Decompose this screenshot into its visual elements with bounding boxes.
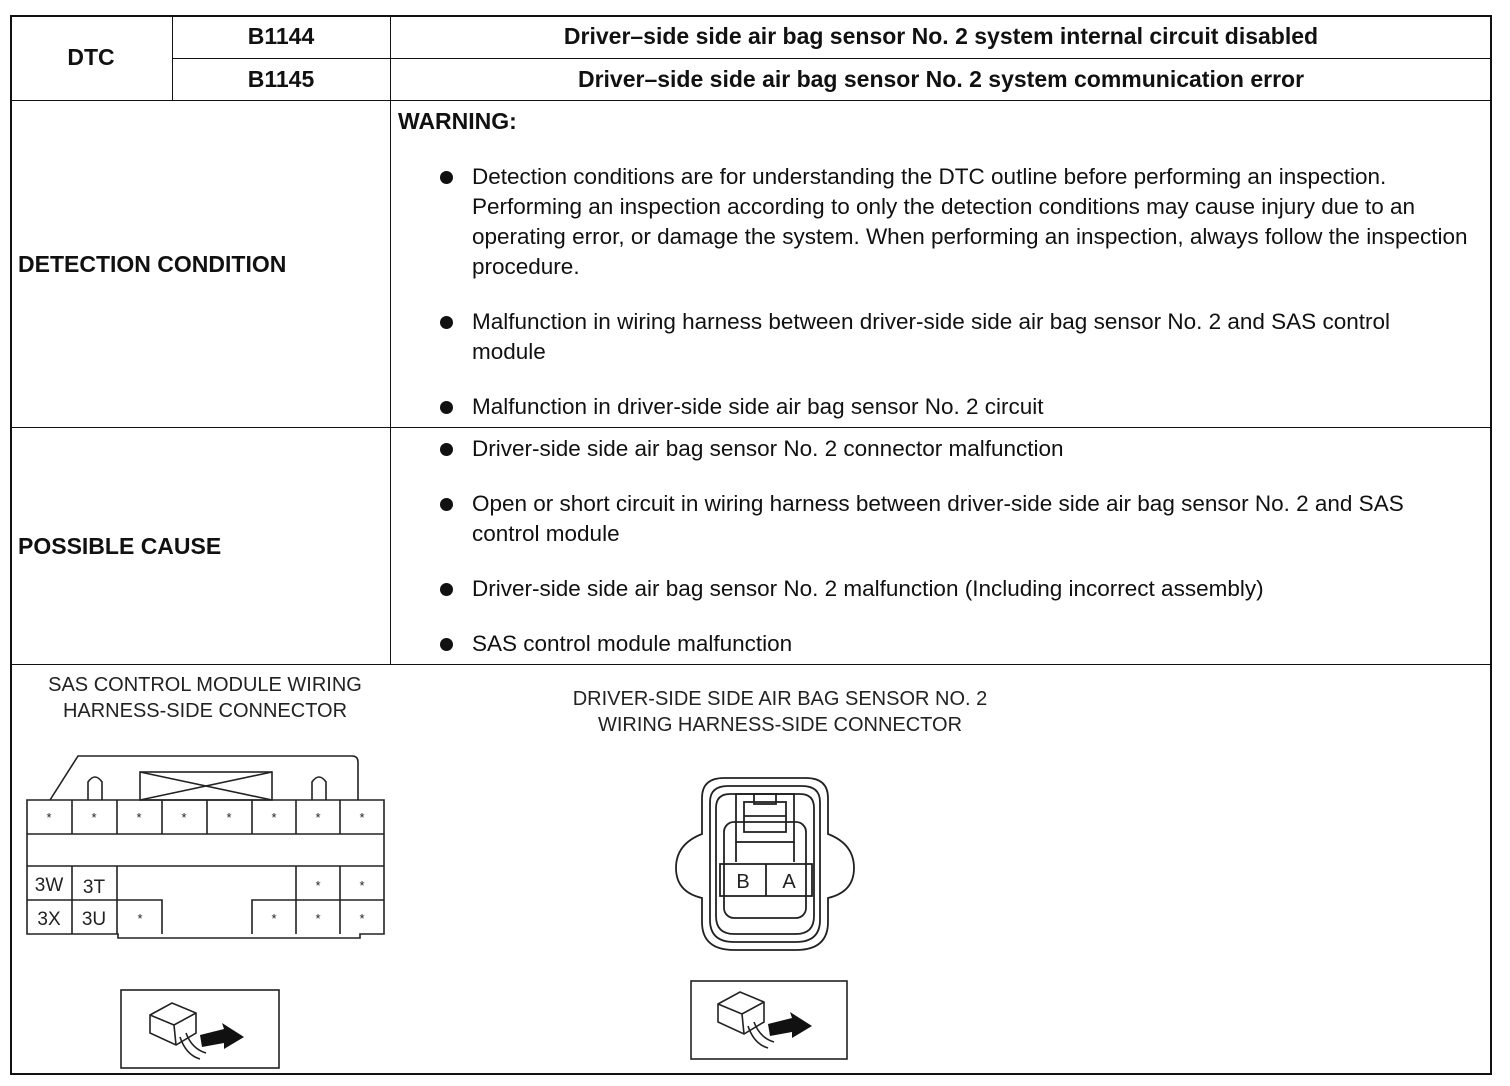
dtc-code: B1145 bbox=[247, 65, 315, 92]
dtc-code: B1144 bbox=[247, 23, 315, 49]
divider bbox=[10, 100, 1492, 101]
sensor-connector-diagram bbox=[672, 774, 860, 954]
pin-star: * bbox=[315, 810, 321, 825]
list-item: Malfunction in wiring harness between driver-side side air bag sensor No. 2 and SAS control module bbox=[440, 307, 1470, 367]
possible-cause-list bbox=[440, 434, 1470, 659]
list-item: Detection conditions are for understanding the DTC outline before performing an inspection. Performing an inspection according to only the detection conditions may cause injury due to an operating error, or damage the system. When performing an inspection, always follow the inspection procedure. bbox=[440, 162, 1470, 282]
pin-label: A bbox=[782, 871, 796, 893]
pin-star: * bbox=[271, 911, 277, 926]
pin-label: B bbox=[736, 871, 750, 893]
sensor-connector-caption bbox=[500, 686, 1060, 738]
divider bbox=[10, 427, 1492, 428]
pin-star: * bbox=[137, 911, 143, 926]
dtc-description: Driver–side side air bag sensor No. 2 system internal circuit disabled bbox=[563, 23, 1319, 49]
warning-title: WARNING: bbox=[398, 108, 517, 134]
connector-view-icon bbox=[120, 989, 280, 1069]
pin-star: * bbox=[359, 810, 365, 825]
caption-line: SAS CONTROL MODULE WIRING bbox=[48, 674, 362, 696]
list-item: Driver-side side air bag sensor No. 2 malfunction (Including incorrect assembly) bbox=[440, 574, 1470, 604]
sas-connector-caption bbox=[20, 672, 390, 724]
pin-label: 3U bbox=[81, 909, 107, 930]
list-item: Open or short circuit in wiring harness between driver-side side air bag sensor No. 2 and SAS control module bbox=[440, 489, 1470, 549]
pin-star: * bbox=[46, 810, 52, 825]
caption-line: DRIVER-SIDE SIDE AIR BAG SENSOR NO. 2 bbox=[572, 688, 988, 710]
pin-star: * bbox=[359, 911, 365, 926]
pin-star: * bbox=[315, 878, 321, 893]
pin-star: * bbox=[136, 810, 142, 825]
pin-star: * bbox=[226, 810, 232, 825]
detection-list bbox=[440, 162, 1470, 422]
dtc-label: DTC bbox=[67, 44, 115, 70]
list-item: SAS control module malfunction bbox=[440, 629, 1470, 659]
caption-line: HARNESS-SIDE CONNECTOR bbox=[62, 700, 348, 722]
connector-view-icon bbox=[690, 980, 848, 1060]
detection-condition-label: DETECTION CONDITION bbox=[18, 251, 287, 277]
list-item: Driver-side side air bag sensor No. 2 connector malfunction bbox=[440, 434, 1470, 464]
pin-star: * bbox=[181, 810, 187, 825]
pin-label: 3W bbox=[34, 875, 64, 896]
sas-connector-diagram bbox=[20, 748, 392, 944]
possible-cause-label: POSSIBLE CAUSE bbox=[18, 533, 222, 559]
pin-star: * bbox=[315, 911, 321, 926]
pin-label: 3T bbox=[82, 877, 106, 898]
caption-line: WIRING HARNESS-SIDE CONNECTOR bbox=[597, 714, 963, 736]
pin-label: 3X bbox=[37, 909, 61, 930]
list-item: Malfunction in driver-side side air bag sensor No. 2 circuit bbox=[440, 392, 1470, 422]
pin-star: * bbox=[91, 810, 97, 825]
pin-star: * bbox=[359, 878, 365, 893]
pin-star: * bbox=[271, 810, 277, 825]
divider bbox=[390, 15, 391, 664]
divider bbox=[10, 664, 1492, 665]
dtc-description: Driver–side side air bag sensor No. 2 system communication error bbox=[577, 65, 1305, 92]
